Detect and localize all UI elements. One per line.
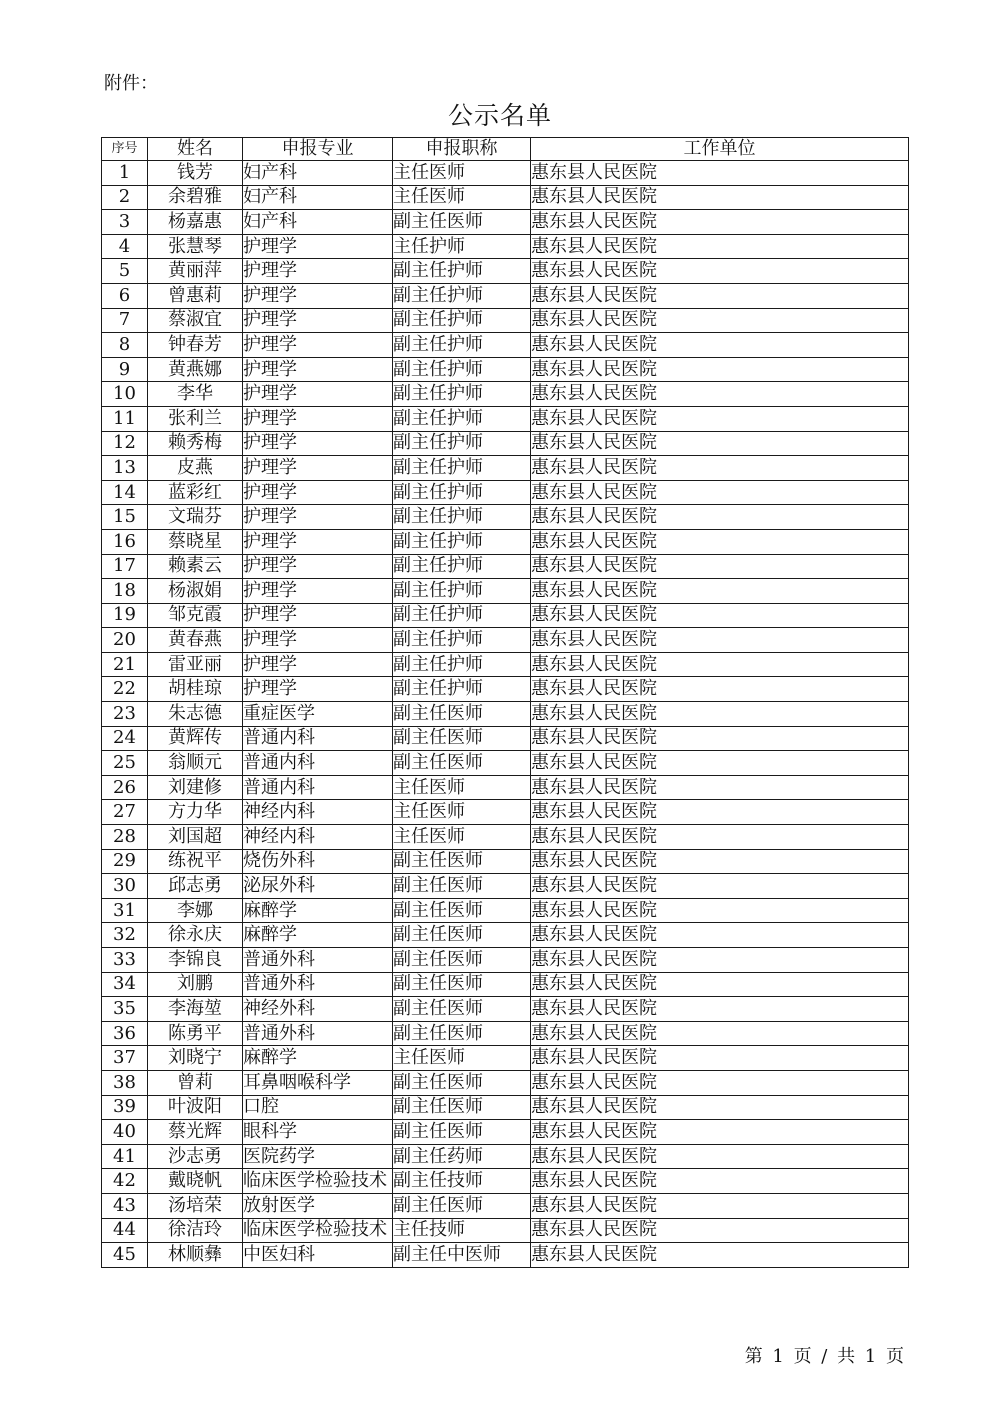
cell-name: 沙志勇	[148, 1144, 243, 1169]
table-row	[102, 529, 909, 554]
cell-name: 赖秀梅	[148, 431, 243, 456]
cell-index: 7	[102, 308, 148, 333]
cell-major: 口腔	[243, 1095, 393, 1120]
table-row	[102, 357, 909, 382]
cell-major: 眼科学	[243, 1120, 393, 1145]
cell-title: 主任医师	[393, 161, 531, 186]
cell-title: 副主任护师	[393, 259, 531, 284]
cell-name: 刘晓宁	[148, 1046, 243, 1071]
table-row	[102, 456, 909, 481]
cell-unit: 惠东县人民医院	[531, 456, 909, 481]
table-row	[102, 1095, 909, 1120]
cell-unit: 惠东县人民医院	[531, 677, 909, 702]
cell-unit: 惠东县人民医院	[531, 259, 909, 284]
cell-unit: 惠东县人民医院	[531, 480, 909, 505]
cell-major: 普通外科	[243, 1021, 393, 1046]
cell-name: 张利兰	[148, 406, 243, 431]
cell-major: 临床医学检验技术	[243, 1218, 393, 1243]
cell-major: 护理学	[243, 579, 393, 604]
page-number: 第 1 页 / 共 1 页	[744, 1346, 904, 1367]
cell-unit: 惠东县人民医院	[531, 1046, 909, 1071]
table-header-row	[102, 138, 909, 161]
cell-unit: 惠东县人民医院	[531, 800, 909, 825]
attachment-label: 附件：	[104, 73, 158, 94]
cell-title: 副主任护师	[393, 529, 531, 554]
cell-major: 普通外科	[243, 972, 393, 997]
table-row	[102, 1120, 909, 1145]
cell-index: 21	[102, 652, 148, 677]
cell-name: 叶波阳	[148, 1095, 243, 1120]
cell-index: 23	[102, 702, 148, 727]
cell-major: 护理学	[243, 529, 393, 554]
roster-table	[101, 137, 909, 1268]
cell-name: 翁顺元	[148, 751, 243, 776]
cell-title: 副主任医师	[393, 972, 531, 997]
cell-title: 副主任医师	[393, 1070, 531, 1095]
cell-major: 妇产科	[243, 210, 393, 235]
cell-title: 副主任护师	[393, 554, 531, 579]
cell-name: 黄丽萍	[148, 259, 243, 284]
cell-title: 副主任医师	[393, 1193, 531, 1218]
cell-major: 医院药学	[243, 1144, 393, 1169]
cell-title: 主任技师	[393, 1218, 531, 1243]
cell-unit: 惠东县人民医院	[531, 775, 909, 800]
cell-title: 副主任医师	[393, 1095, 531, 1120]
cell-index: 27	[102, 800, 148, 825]
table-row	[102, 1218, 909, 1243]
cell-name: 刘建修	[148, 775, 243, 800]
cell-unit: 惠东县人民医院	[531, 185, 909, 210]
cell-name: 李华	[148, 382, 243, 407]
cell-title: 副主任医师	[393, 874, 531, 899]
cell-title: 副主任护师	[393, 406, 531, 431]
cell-index: 38	[102, 1070, 148, 1095]
table-row	[102, 1193, 909, 1218]
cell-major: 护理学	[243, 333, 393, 358]
cell-name: 刘鹏	[148, 972, 243, 997]
cell-unit: 惠东县人民医院	[531, 283, 909, 308]
table-row	[102, 1243, 909, 1268]
cell-major: 麻醉学	[243, 898, 393, 923]
cell-major: 普通内科	[243, 775, 393, 800]
cell-name: 赖素云	[148, 554, 243, 579]
table-row	[102, 1144, 909, 1169]
cell-unit: 惠东县人民医院	[531, 579, 909, 604]
table-row	[102, 825, 909, 850]
table-body	[102, 161, 909, 1268]
header-name: 姓名	[148, 138, 243, 161]
table-row	[102, 1169, 909, 1194]
cell-major: 妇产科	[243, 185, 393, 210]
table-row	[102, 628, 909, 653]
cell-index: 25	[102, 751, 148, 776]
cell-index: 43	[102, 1193, 148, 1218]
cell-name: 杨淑娟	[148, 579, 243, 604]
cell-index: 5	[102, 259, 148, 284]
cell-title: 副主任医师	[393, 1120, 531, 1145]
cell-major: 护理学	[243, 382, 393, 407]
cell-index: 39	[102, 1095, 148, 1120]
cell-index: 22	[102, 677, 148, 702]
cell-unit: 惠东县人民医院	[531, 1169, 909, 1194]
cell-index: 13	[102, 456, 148, 481]
cell-title: 副主任医师	[393, 1021, 531, 1046]
cell-name: 钟春芳	[148, 333, 243, 358]
cell-unit: 惠东县人民医院	[531, 948, 909, 973]
cell-index: 32	[102, 923, 148, 948]
page-title: 公示名单	[447, 101, 552, 130]
table-row	[102, 283, 909, 308]
cell-major: 神经内科	[243, 825, 393, 850]
cell-name: 邹克霞	[148, 603, 243, 628]
cell-unit: 惠东县人民医院	[531, 333, 909, 358]
cell-name: 蔡淑宜	[148, 308, 243, 333]
cell-major: 护理学	[243, 234, 393, 259]
table-row	[102, 259, 909, 284]
table-row	[102, 554, 909, 579]
cell-title: 副主任护师	[393, 652, 531, 677]
cell-major: 护理学	[243, 456, 393, 481]
cell-index: 35	[102, 997, 148, 1022]
cell-major: 普通外科	[243, 948, 393, 973]
cell-major: 神经外科	[243, 997, 393, 1022]
cell-unit: 惠东县人民医院	[531, 825, 909, 850]
cell-index: 1	[102, 161, 148, 186]
cell-major: 护理学	[243, 554, 393, 579]
cell-index: 20	[102, 628, 148, 653]
cell-title: 副主任医师	[393, 923, 531, 948]
table-row	[102, 431, 909, 456]
cell-major: 中医妇科	[243, 1243, 393, 1268]
cell-unit: 惠东县人民医院	[531, 726, 909, 751]
table-row	[102, 480, 909, 505]
cell-unit: 惠东县人民医院	[531, 161, 909, 186]
cell-index: 41	[102, 1144, 148, 1169]
cell-unit: 惠东县人民医院	[531, 357, 909, 382]
cell-title: 副主任护师	[393, 431, 531, 456]
cell-name: 林顺彝	[148, 1243, 243, 1268]
cell-title: 副主任技师	[393, 1169, 531, 1194]
cell-index: 12	[102, 431, 148, 456]
cell-title: 副主任医师	[393, 702, 531, 727]
cell-index: 28	[102, 825, 148, 850]
cell-index: 10	[102, 382, 148, 407]
cell-major: 护理学	[243, 406, 393, 431]
cell-index: 30	[102, 874, 148, 899]
cell-title: 副主任护师	[393, 505, 531, 530]
cell-index: 19	[102, 603, 148, 628]
cell-index: 24	[102, 726, 148, 751]
cell-title: 副主任医师	[393, 948, 531, 973]
cell-name: 张慧琴	[148, 234, 243, 259]
cell-unit: 惠东县人民医院	[531, 652, 909, 677]
cell-name: 李海堃	[148, 997, 243, 1022]
cell-index: 9	[102, 357, 148, 382]
cell-title: 副主任医师	[393, 849, 531, 874]
cell-major: 耳鼻咽喉科学	[243, 1070, 393, 1095]
cell-index: 37	[102, 1046, 148, 1071]
cell-title: 副主任医师	[393, 751, 531, 776]
cell-major: 泌尿外科	[243, 874, 393, 899]
cell-title: 副主任护师	[393, 480, 531, 505]
cell-index: 8	[102, 333, 148, 358]
cell-name: 文瑞芬	[148, 505, 243, 530]
cell-name: 戴晓帆	[148, 1169, 243, 1194]
table-row	[102, 234, 909, 259]
cell-major: 护理学	[243, 603, 393, 628]
cell-index: 45	[102, 1243, 148, 1268]
cell-index: 44	[102, 1218, 148, 1243]
cell-name: 方力华	[148, 800, 243, 825]
cell-name: 蔡光辉	[148, 1120, 243, 1145]
cell-major: 麻醉学	[243, 923, 393, 948]
cell-index: 6	[102, 283, 148, 308]
table-row	[102, 948, 909, 973]
cell-name: 邱志勇	[148, 874, 243, 899]
cell-unit: 惠东县人民医院	[531, 1021, 909, 1046]
table-row	[102, 800, 909, 825]
header-major: 申报专业	[243, 138, 393, 161]
table-row	[102, 1070, 909, 1095]
cell-unit: 惠东县人民医院	[531, 1144, 909, 1169]
cell-unit: 惠东县人民医院	[531, 1218, 909, 1243]
cell-name: 黄辉传	[148, 726, 243, 751]
table-row	[102, 161, 909, 186]
cell-name: 黄燕娜	[148, 357, 243, 382]
cell-unit: 惠东县人民医院	[531, 603, 909, 628]
cell-name: 黄春燕	[148, 628, 243, 653]
cell-index: 26	[102, 775, 148, 800]
cell-unit: 惠东县人民医院	[531, 997, 909, 1022]
cell-unit: 惠东县人民医院	[531, 898, 909, 923]
cell-index: 14	[102, 480, 148, 505]
cell-title: 副主任医师	[393, 726, 531, 751]
cell-major: 临床医学检验技术	[243, 1169, 393, 1194]
cell-title: 主任医师	[393, 1046, 531, 1071]
cell-unit: 惠东县人民医院	[531, 406, 909, 431]
header-index: 序号	[102, 138, 148, 161]
cell-index: 16	[102, 529, 148, 554]
cell-unit: 惠东县人民医院	[531, 431, 909, 456]
cell-major: 神经内科	[243, 800, 393, 825]
cell-index: 40	[102, 1120, 148, 1145]
cell-name: 练祝平	[148, 849, 243, 874]
cell-major: 护理学	[243, 308, 393, 333]
cell-major: 烧伤外科	[243, 849, 393, 874]
cell-unit: 惠东县人民医院	[531, 382, 909, 407]
cell-unit: 惠东县人民医院	[531, 505, 909, 530]
cell-name: 陈勇平	[148, 1021, 243, 1046]
cell-title: 副主任护师	[393, 603, 531, 628]
cell-unit: 惠东县人民医院	[531, 1243, 909, 1268]
cell-major: 护理学	[243, 652, 393, 677]
cell-unit: 惠东县人民医院	[531, 1120, 909, 1145]
cell-name: 徐永庆	[148, 923, 243, 948]
cell-major: 护理学	[243, 431, 393, 456]
table-row	[102, 874, 909, 899]
cell-index: 29	[102, 849, 148, 874]
cell-major: 护理学	[243, 283, 393, 308]
cell-index: 36	[102, 1021, 148, 1046]
table-row	[102, 677, 909, 702]
cell-index: 42	[102, 1169, 148, 1194]
cell-name: 雷亚丽	[148, 652, 243, 677]
cell-major: 普通内科	[243, 726, 393, 751]
cell-title: 副主任护师	[393, 357, 531, 382]
cell-unit: 惠东县人民医院	[531, 923, 909, 948]
cell-name: 皮燕	[148, 456, 243, 481]
cell-title: 副主任护师	[393, 456, 531, 481]
cell-unit: 惠东县人民医院	[531, 751, 909, 776]
cell-major: 麻醉学	[243, 1046, 393, 1071]
cell-title: 副主任药师	[393, 1144, 531, 1169]
table-row	[102, 333, 909, 358]
cell-unit: 惠东县人民医院	[531, 554, 909, 579]
cell-title: 副主任医师	[393, 997, 531, 1022]
table-row	[102, 849, 909, 874]
table-row	[102, 505, 909, 530]
cell-title: 副主任护师	[393, 628, 531, 653]
cell-unit: 惠东县人民医院	[531, 874, 909, 899]
table-row	[102, 775, 909, 800]
cell-major: 护理学	[243, 505, 393, 530]
cell-title: 副主任护师	[393, 579, 531, 604]
cell-name: 刘国超	[148, 825, 243, 850]
table-row	[102, 1046, 909, 1071]
table-row	[102, 579, 909, 604]
cell-name: 胡桂琼	[148, 677, 243, 702]
cell-name: 李锦良	[148, 948, 243, 973]
cell-index: 17	[102, 554, 148, 579]
cell-name: 李娜	[148, 898, 243, 923]
cell-major: 重症医学	[243, 702, 393, 727]
header-unit: 工作单位	[531, 138, 909, 161]
table-row	[102, 751, 909, 776]
table-row	[102, 972, 909, 997]
cell-title: 副主任医师	[393, 898, 531, 923]
cell-name: 钱芳	[148, 161, 243, 186]
cell-unit: 惠东县人民医院	[531, 1095, 909, 1120]
cell-unit: 惠东县人民医院	[531, 234, 909, 259]
cell-unit: 惠东县人民医院	[531, 702, 909, 727]
cell-index: 31	[102, 898, 148, 923]
cell-title: 主任护师	[393, 234, 531, 259]
cell-title: 副主任中医师	[393, 1243, 531, 1268]
table-row	[102, 1021, 909, 1046]
table-row	[102, 898, 909, 923]
table-row	[102, 923, 909, 948]
table-row	[102, 997, 909, 1022]
table-row	[102, 603, 909, 628]
cell-index: 2	[102, 185, 148, 210]
cell-name: 曾莉	[148, 1070, 243, 1095]
table-row	[102, 406, 909, 431]
cell-index: 4	[102, 234, 148, 259]
table-row	[102, 308, 909, 333]
cell-title: 副主任医师	[393, 210, 531, 235]
table-row	[102, 652, 909, 677]
cell-major: 放射医学	[243, 1193, 393, 1218]
cell-unit: 惠东县人民医院	[531, 529, 909, 554]
cell-major: 护理学	[243, 357, 393, 382]
cell-title: 主任医师	[393, 185, 531, 210]
cell-name: 曾惠莉	[148, 283, 243, 308]
table-row	[102, 210, 909, 235]
cell-index: 34	[102, 972, 148, 997]
cell-unit: 惠东县人民医院	[531, 972, 909, 997]
cell-major: 护理学	[243, 677, 393, 702]
cell-major: 普通内科	[243, 751, 393, 776]
cell-title: 主任医师	[393, 800, 531, 825]
cell-title: 主任医师	[393, 775, 531, 800]
cell-name: 蔡晓星	[148, 529, 243, 554]
cell-unit: 惠东县人民医院	[531, 849, 909, 874]
cell-name: 徐洁玲	[148, 1218, 243, 1243]
cell-major: 护理学	[243, 259, 393, 284]
cell-major: 护理学	[243, 480, 393, 505]
cell-name: 朱志德	[148, 702, 243, 727]
header-title: 申报职称	[393, 138, 531, 161]
cell-name: 蓝彩红	[148, 480, 243, 505]
table-row	[102, 702, 909, 727]
cell-title: 副主任护师	[393, 283, 531, 308]
cell-name: 余碧雅	[148, 185, 243, 210]
cell-unit: 惠东县人民医院	[531, 210, 909, 235]
cell-major: 妇产科	[243, 161, 393, 186]
cell-major: 护理学	[243, 628, 393, 653]
cell-index: 33	[102, 948, 148, 973]
cell-unit: 惠东县人民医院	[531, 1193, 909, 1218]
cell-index: 11	[102, 406, 148, 431]
table-row	[102, 382, 909, 407]
cell-title: 副主任护师	[393, 333, 531, 358]
table-row	[102, 185, 909, 210]
cell-name: 汤培荣	[148, 1193, 243, 1218]
cell-title: 主任医师	[393, 825, 531, 850]
cell-index: 3	[102, 210, 148, 235]
cell-unit: 惠东县人民医院	[531, 308, 909, 333]
cell-title: 副主任护师	[393, 308, 531, 333]
table-row	[102, 726, 909, 751]
cell-title: 副主任护师	[393, 677, 531, 702]
cell-title: 副主任护师	[393, 382, 531, 407]
cell-index: 15	[102, 505, 148, 530]
cell-index: 18	[102, 579, 148, 604]
cell-unit: 惠东县人民医院	[531, 1070, 909, 1095]
cell-unit: 惠东县人民医院	[531, 628, 909, 653]
cell-name: 杨嘉惠	[148, 210, 243, 235]
